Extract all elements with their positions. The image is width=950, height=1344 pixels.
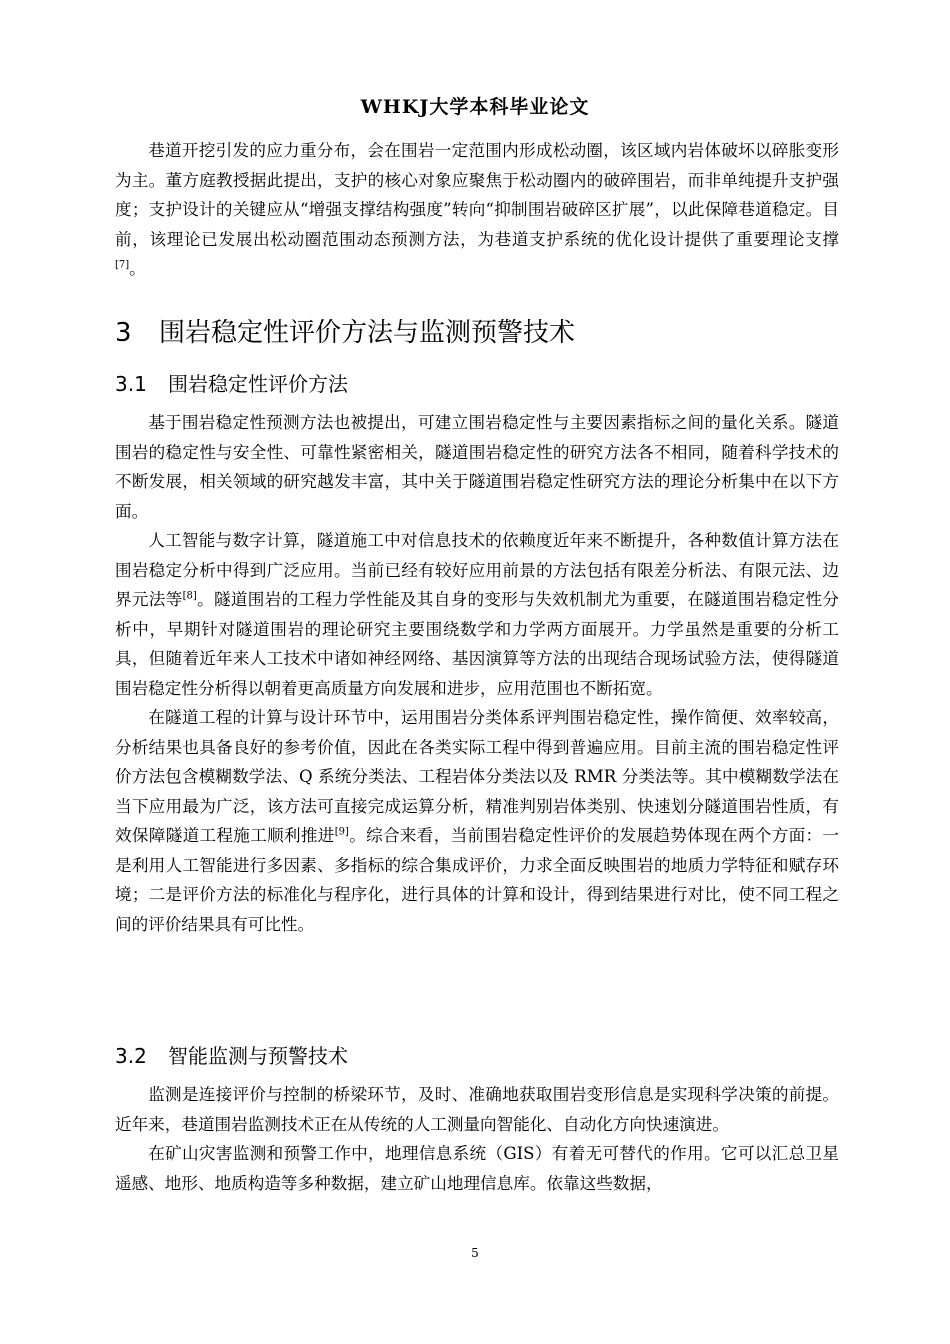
subsection-title: 围岩稳定性评价方法 [168,372,348,396]
intro-section [115,136,839,284]
paragraph: 在矿山灾害监测和预警工作中，地理信息系统（GIS）有着无可替代的作用。它可以汇总卫星遥感、地形、地质构造等多种数据，建立矿山地理信息库。依靠这些数据， [115,1144,839,1193]
running-header: WHKJ大学本科毕业论文 [360,96,590,118]
section-3-1-body [115,408,839,939]
paragraph: 在隧道工程的计算与设计环节中，运用围岩分类体系评判围岩稳定性，操作简便、效率较高，分析结果也具备良好的参考价值，因此在各类实际工程中得到普遍应用。目前主流的围岩稳定性评价方法包含模糊数学法、Q 系统分类法、工程岩体分类法以及 RMR 分类法等。其中模糊数学法在当下应用最为广泛，该方法可直接完成运算分析，精准判别岩体类别、快速划分隧道围岩性质，有效保障隧道工程施工顺利推进[9]。综合来看，当前围岩稳定性评价的发展趋势体现在两个方面：一是利用人工智能进行多因素、多指标的综合集成评价，力求全面反映围岩的地质力学特征和赋存环境；二是评价方法的标准化与程序化，进行具体的计算和设计，得到结果进行对比，使不同工程之间的评价结果具有可比性。 [115,708,840,934]
paragraph: 基于围岩稳定性预测方法也被提出，可建立围岩稳定性与主要因素指标之间的量化关系。隧道围岩的稳定性与安全性、可靠性紧密相关，隧道围岩稳定性的研究方法各不相同，随着科学技术的不断发展，相关领域的研究越发丰富，其中关于隧道围岩稳定性研究方法的理论分析集中在以下方面。 [115,413,839,521]
citation-ref: [8] [182,590,197,602]
intro-paragraph: 巷道开挖引发的应力重分布，会在围岩一定范围内形成松动圈，该区域内岩体破坏以碎胀变形为主。董方庭教授据此提出，支护的核心对象应聚焦于松动圈内的破碎围岩，而非单纯提升支护强度；支护设计的关键应从“增强支撑结构强度”转向“抑制围岩破碎区扩展”，以此保障巷道稳定。目前，该理论已发展出松动圈范围动态预测方法，为巷道支护系统的优化设计提供了重要理论支撑[7]。 [115,141,839,278]
citation-ref: [7] [115,259,130,271]
subsection-heading-3-1 [115,368,348,397]
subsection-title: 智能监测与预警技术 [168,1044,348,1068]
page-number: 5 [471,1246,479,1260]
section-heading-3 [115,312,575,349]
subsection-number: 3.2 [115,1044,147,1068]
subsection-number: 3.1 [115,372,147,396]
section-title: 围岩稳定性评价方法与监测预警技术 [159,318,576,348]
paragraph: 人工智能与数字计算，隧道施工中对信息技术的依赖度近年来不断提升，各种数值计算方法在围岩稳定分析中得到广泛应用。当前已经有较好应用前景的方法包括有限差分析法、有限元法、边界元法等[8]。隧道围岩的工程力学性能及其自身的变形与失效机制尤为重要，在隧道围岩稳定性分析中，早期针对隧道围岩的理论研究主要围绕数学和力学两方面展开。力学虽然是重要的分析工具，但随着近年来人工技术中诸如神经网络、基因演算等方法的出现结合现场试验方法，使得隧道围岩稳定性分析得以朝着更高质量方向发展和进步，应用范围也不断拓宽。 [115,531,840,698]
paragraph: 监测是连接评价与控制的桥梁环节，及时、准确地获取围岩变形信息是实现科学决策的前提。近年来，巷道围岩监测技术正在从传统的人工测量向智能化、自动化方向快速演进。 [115,1085,839,1134]
section-3-2-body [115,1080,839,1198]
citation-ref: [9] [334,826,349,838]
section-number: 3 [115,318,132,348]
subsection-heading-3-2 [115,1040,348,1069]
